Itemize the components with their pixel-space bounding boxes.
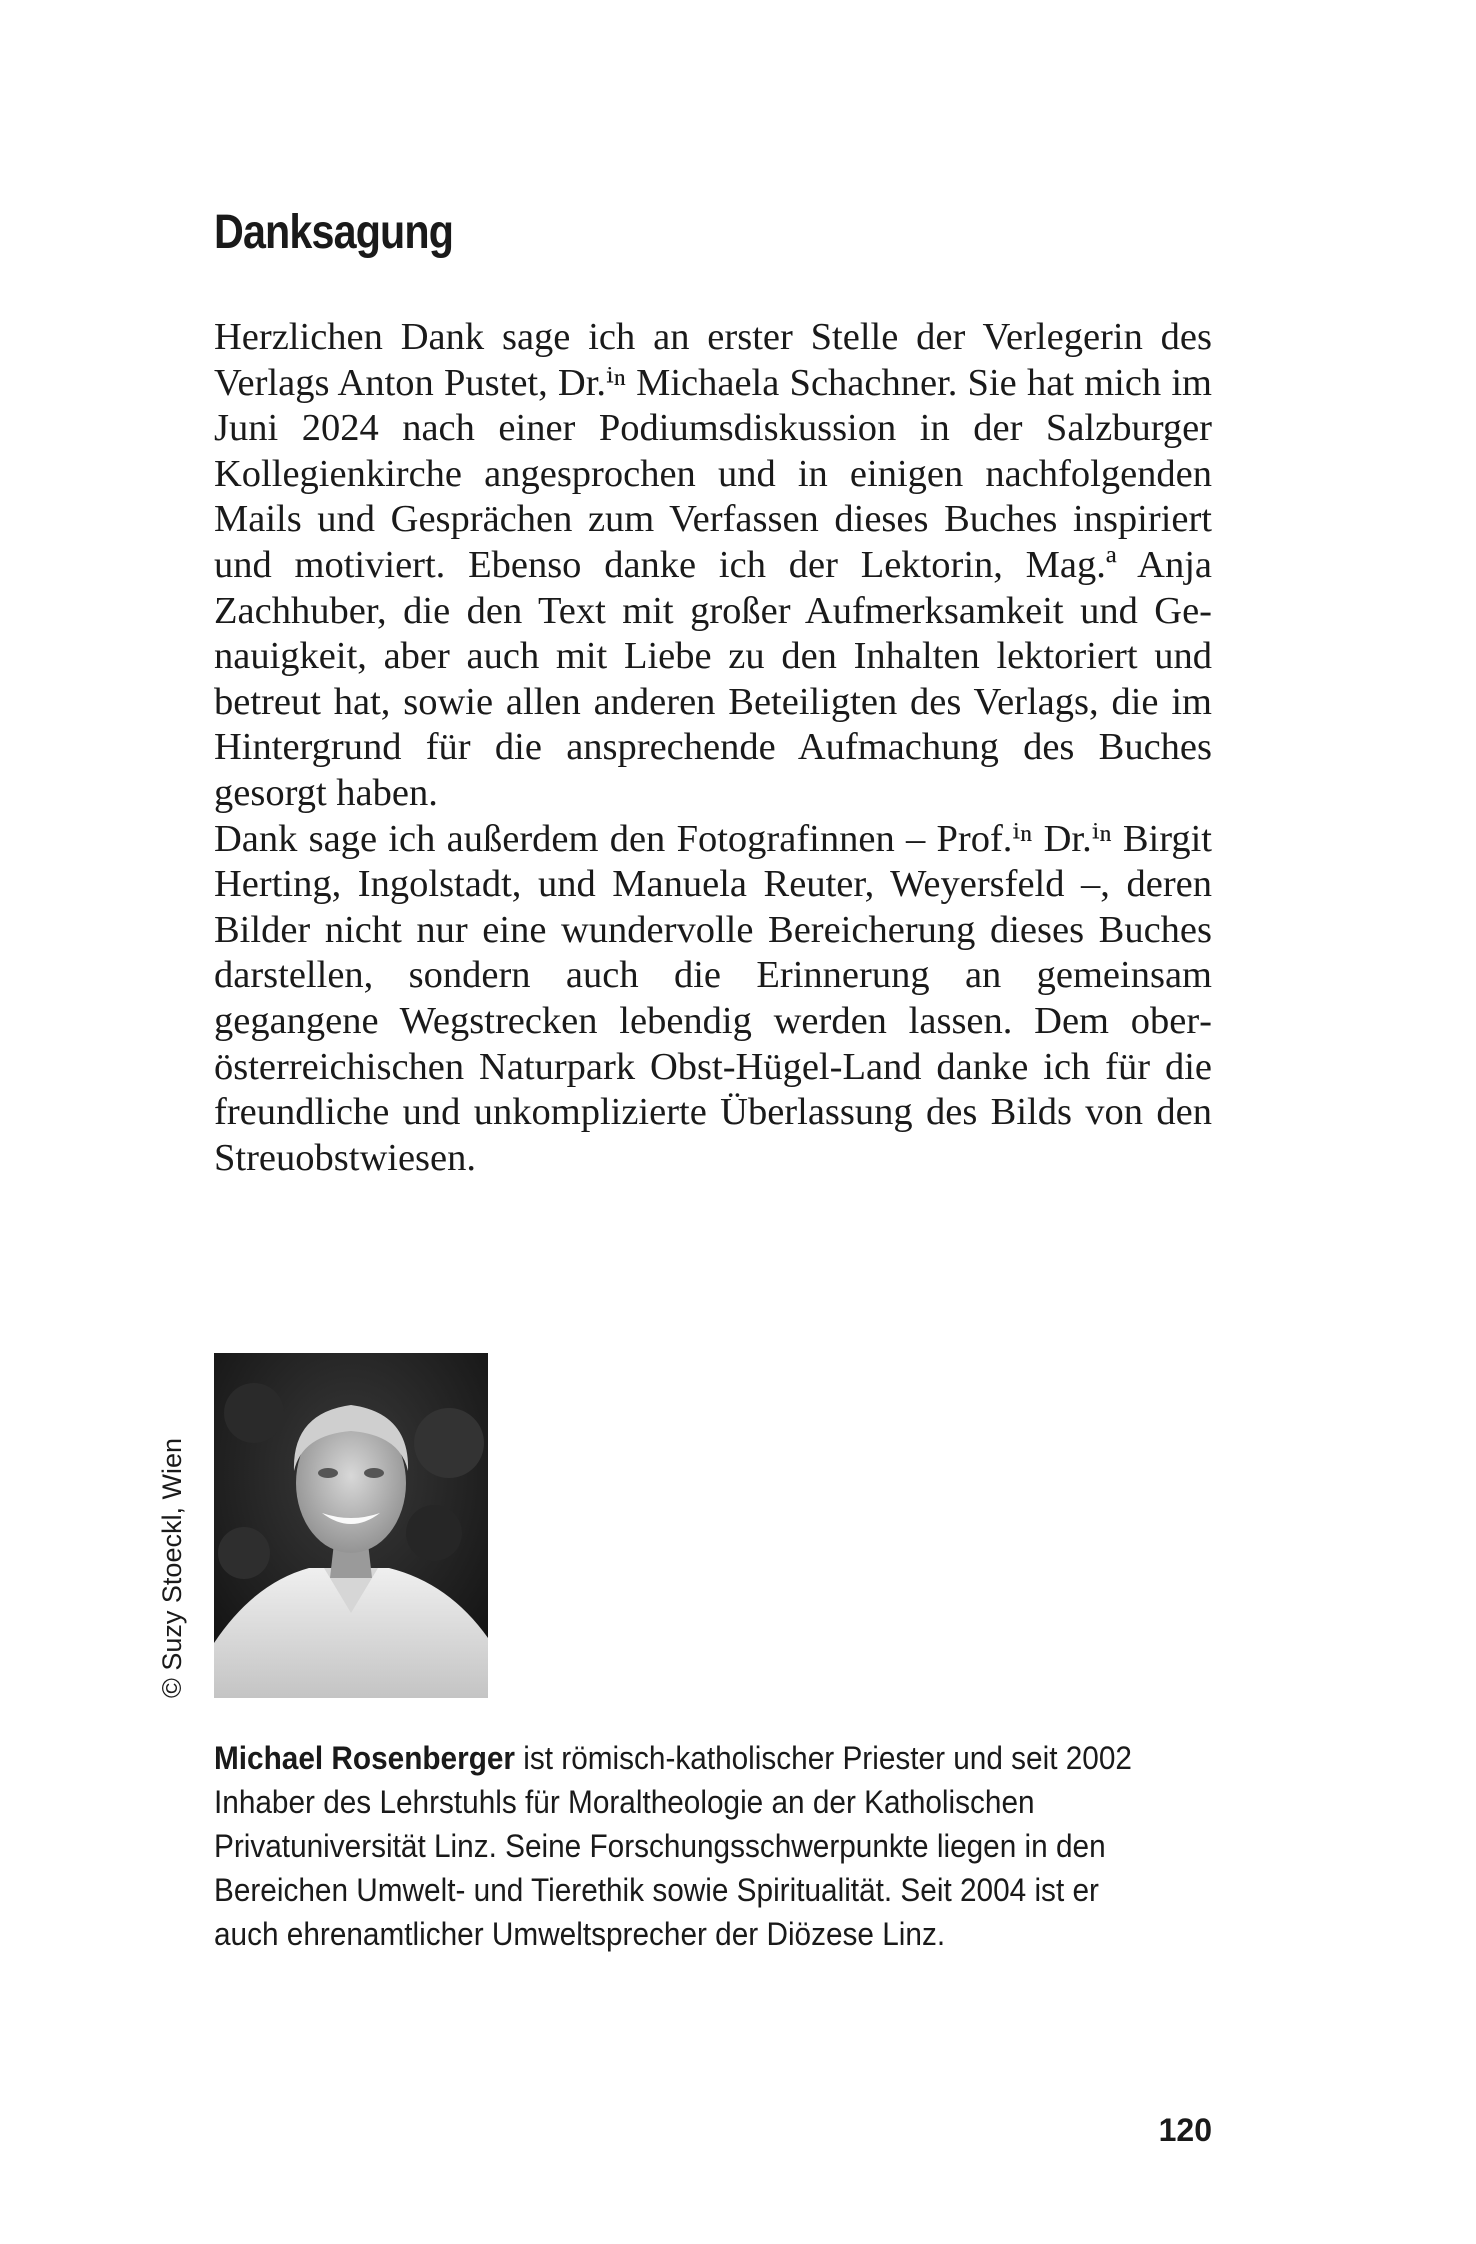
paragraph: Dank sage ich außerdem den Fotografinnen – Prof.ⁱⁿ Dr.ⁱⁿ Birgit Herting, Ingolstadt, und Manuela Reuter, Weyersfeld –, deren Bilder nicht nur eine wundervolle Bereicherung dieses Buches darstellen, sondern auch die Erinnerung an gemeinsam gegangene Wegstrecken lebendig werden lassen. Dem oberösterreichischen Naturpark Obst-Hügel-Land danke ich für die freundliche und unkomplizierte Überlassung des Bilds von den Streuobstwiesen. [214,817,1212,1179]
author-name: Michael Rosenberger [214,1740,516,1776]
photo-credit: © Suzy Stoeckl, Wien [157,1438,187,1698]
author-bio [214,1736,1144,1956]
paragraph: Herzlichen Dank sage ich an erster Stelle der Verlegerin des Verlags Anton Pustet, Dr.ⁱⁿ Michaela Schachner. Sie hat mich im Juni 2024 nach einer Podiumsdiskussion in der Salzburger Kollegienkirche angesprochen und in einigen nachfolgenden Mails und Gesprächen zum Verfassen dieses Buches inspiriert und motiviert. Ebenso danke ich der Lektorin, Mag.ª Anja Zachhuber, die den Text mit großer Aufmerksamkeit und Genauigkeit, aber auch mit Liebe zu den Inhalten lektoriert und betreut hat, sowie allen anderen Beteiligten des Verlags, die im Hintergrund für die ansprechende Aufmachung des Buches gesorgt haben. [214,316,1212,814]
acknowledgements-text [214,315,1212,1181]
page-number: 120 [1158,2112,1212,2148]
author-portrait [214,1353,488,1698]
author-bio-text: ist römisch-katholischer Priester und seit 2002 Inhaber des Lehrstuhls für Moraltheologie an der Katholischen Privatuniversität Linz. Seine Forschungsschwerpunkte liegen in den Bereichen Umwelt- und Tierethik sowie Spiritualität. Seit 2004 ist er auch ehrenamtlicher Umweltsprecher der Diözese Linz. [214,1740,1132,1952]
page-heading: Danksagung [214,206,454,259]
